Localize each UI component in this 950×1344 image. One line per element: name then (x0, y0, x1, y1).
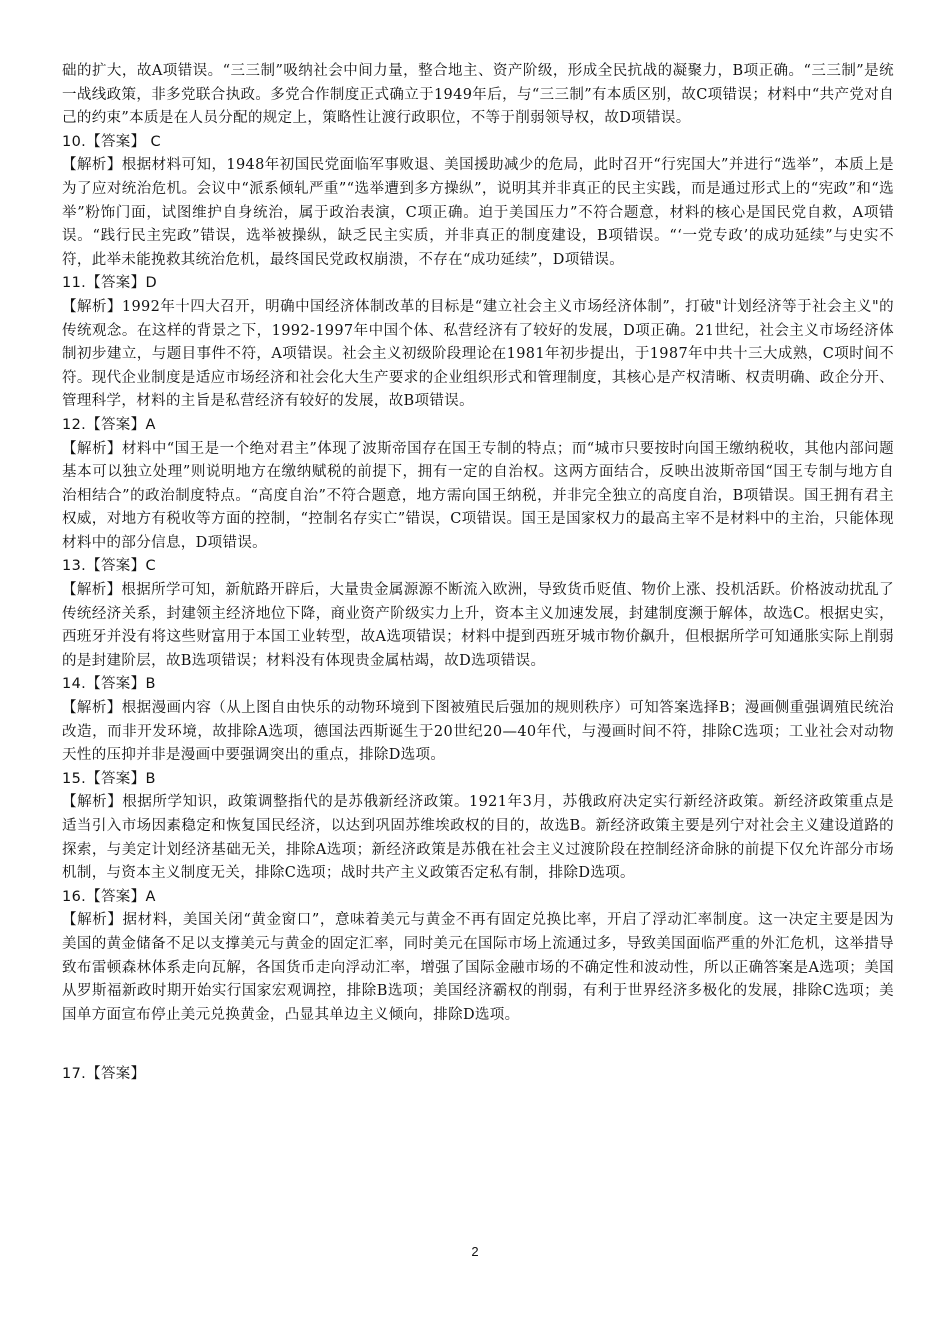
analysis-10: 【解析】根据材料可知，1948年初国民党面临军事败退、美国援助减少的危局，此时召开“行宪国大”并进行“选举”，本质上是为了应对统治危机。会议中“派系倾轧严重”“选举遭到多方操纵”，说明其并非真正的民主实践，而是通过形式上的“宪政”和“选举”粉饰门面，试图维护自身统治，属于政治表演，C项正确。迫于美国压力”不符合题意，材料的核心是国民党自救，A项错误。“践行民主宪政”错误，选举被操纵，缺乏民主实质，并非真正的制度建设，B项错误。“‘一党专政’的成功延续”与史实不符，此举未能挽救其统治危机，最终国民党政权崩溃，不存在“成功延续”，D项错误。 (62, 157, 894, 268)
paragraph-9-tail: 础的扩大，故A项错误。“三三制”吸纳社会中间力量，整合地主、资产阶级，形成全民抗战的凝聚力，B项正确。“三三制”是统一战线政策，非多党联合执政。多党合作制度正式确立于1949年后，与“三三制”有本质区别，故C项错误；材料中“共产党对自己的约束”本质是在人员分配的规定上，策略性让渡行政职位，不等于削弱领导权，故D项错误。 (62, 63, 894, 127)
analysis-11: 【解析】1992年十四大召开，明确中国经济体制改革的目标是“建立社会主义市场经济体制”，打破"计划经济等于社会主义"的传统观念。在这样的背景之下，1992-1997年中国个体、私营经济有了较好的发展，D项正确。21世纪，社会主义市场经济体制初步建立，与题目事件不符，A项错误。社会主义初级阶段理论在1981年初步提出，于1987年中共十三大成熟，C项时间不符。现代企业制度是适应市场经济和社会化大生产要求的企业组织形式和管理制度，其核心是产权清晰、权责明确、政企分开、管理科学，材料的主旨是私营经济有较好的发展，故B项错误。 (62, 298, 894, 410)
analysis-14: 【解析】根据漫画内容（从上图自由快乐的动物环境到下图被殖民后强加的规则秩序）可知答案选择B；漫画侧重强调殖民统治改造，而非开发环境，故排除A选项，德国法西斯诞生于20世纪20—40年代，与漫画时间不符，排除C选项；工业社会对动物天性的压抑并非是漫画中要强调突出的重点，排除D选项。 (62, 700, 894, 764)
answer-17-heading: 17.【答案】 (62, 1066, 146, 1083)
answer-11-heading: 11.【答案】D (62, 275, 158, 292)
analysis-16: 【解析】据材料，美国关闭“黄金窗口”，意味着美元与黄金不再有固定兑换比率，开启了浮动汇率制度。这一决定主要是因为美国的黄金储备不足以支撑美元与黄金的固定汇率，同时美元在国际市场上流通过多，导致美国面临严重的外汇危机，这举措导致布雷顿森林体系走向瓦解，各国货币走向浮动汇率，增强了国际金融市场的不确定性和波动性，所以正确答案是A选项；美国从罗斯福新政时期开始实行国家宏观调控，排除B选项；美国经济霸权的削弱，有利于世界经济多极化的发展，排除C选项；美国单方面宣布停止美元兑换黄金，凸显其单边主义倾向，排除D选项。 (62, 912, 894, 1023)
paragraph-gap (62, 1027, 894, 1063)
analysis-12: 【解析】材料中“国王是一个绝对君主”体现了波斯帝国存在国王专制的特点；而“城市只要按时向国王缴纳税收，其他内部问题基本可以独立处理”则说明地方在缴纳赋税的前提下，拥有一定的自治权。这两方面结合，反映出波斯帝国“国王专制与地方自治相结合”的政治制度特点。“高度自治”不符合题意，地方需向国王纳税，并非完全独立的高度自治，B项错误。国王拥有君主权威，对地方有税收等方面的控制，“控制名存实亡”错误，C项错误。国王是国家权力的最高主宰不是材料中的主治，只能体现材料中的部分信息，D项错误。 (62, 440, 894, 551)
page-number: 2 (471, 1244, 479, 1259)
answer-16-heading: 16.【答案】A (62, 888, 156, 905)
answer-14-heading: 14.【答案】B (62, 676, 156, 693)
analysis-15: 【解析】根据所学知识，政策调整指代的是苏俄新经济政策。1921年3月，苏俄政府决定实行新经济政策。新经济政策重点是适当引入市场因素稳定和恢复国民经济，以达到巩固苏维埃政权的目的，故选B。新经济政策主要是列宁对社会主义建设道路的探索，与美定计划经济基础无关，排除A选项；新经济政策是苏俄在社会主义过渡阶段在控制经济命脉的前提下仅允许部分市场机制，与资本主义制度无关，排除C选项；战时共产主义政策否定私有制，排除D选项。 (62, 794, 894, 882)
document-body (62, 60, 894, 1087)
answer-10-heading: 10.【答案】 C (62, 133, 161, 150)
answer-12-heading: 12.【答案】A (62, 416, 156, 433)
answer-13-heading: 13.【答案】C (62, 558, 156, 575)
answer-15-heading: 15.【答案】B (62, 770, 156, 787)
analysis-13: 【解析】根据所学可知，新航路开辟后，大量贵金属源源不断流入欧洲，导致货币贬值、物价上涨、投机活跃。价格波动扰乱了传统经济关系，封建领主经济地位下降，商业资产阶级实力上升，资本主义加速发展，封建制度濒于解体，故选C。根据史实，西班牙并没有将这些财富用于本国工业转型，故A选项错误；材料中提到西班牙城市物价飙升，但根据所学可知通胀实际上削弱的是封建阶层，故B选项错误；材料没有体现贵金属枯竭，故D选项错误。 (62, 582, 894, 669)
